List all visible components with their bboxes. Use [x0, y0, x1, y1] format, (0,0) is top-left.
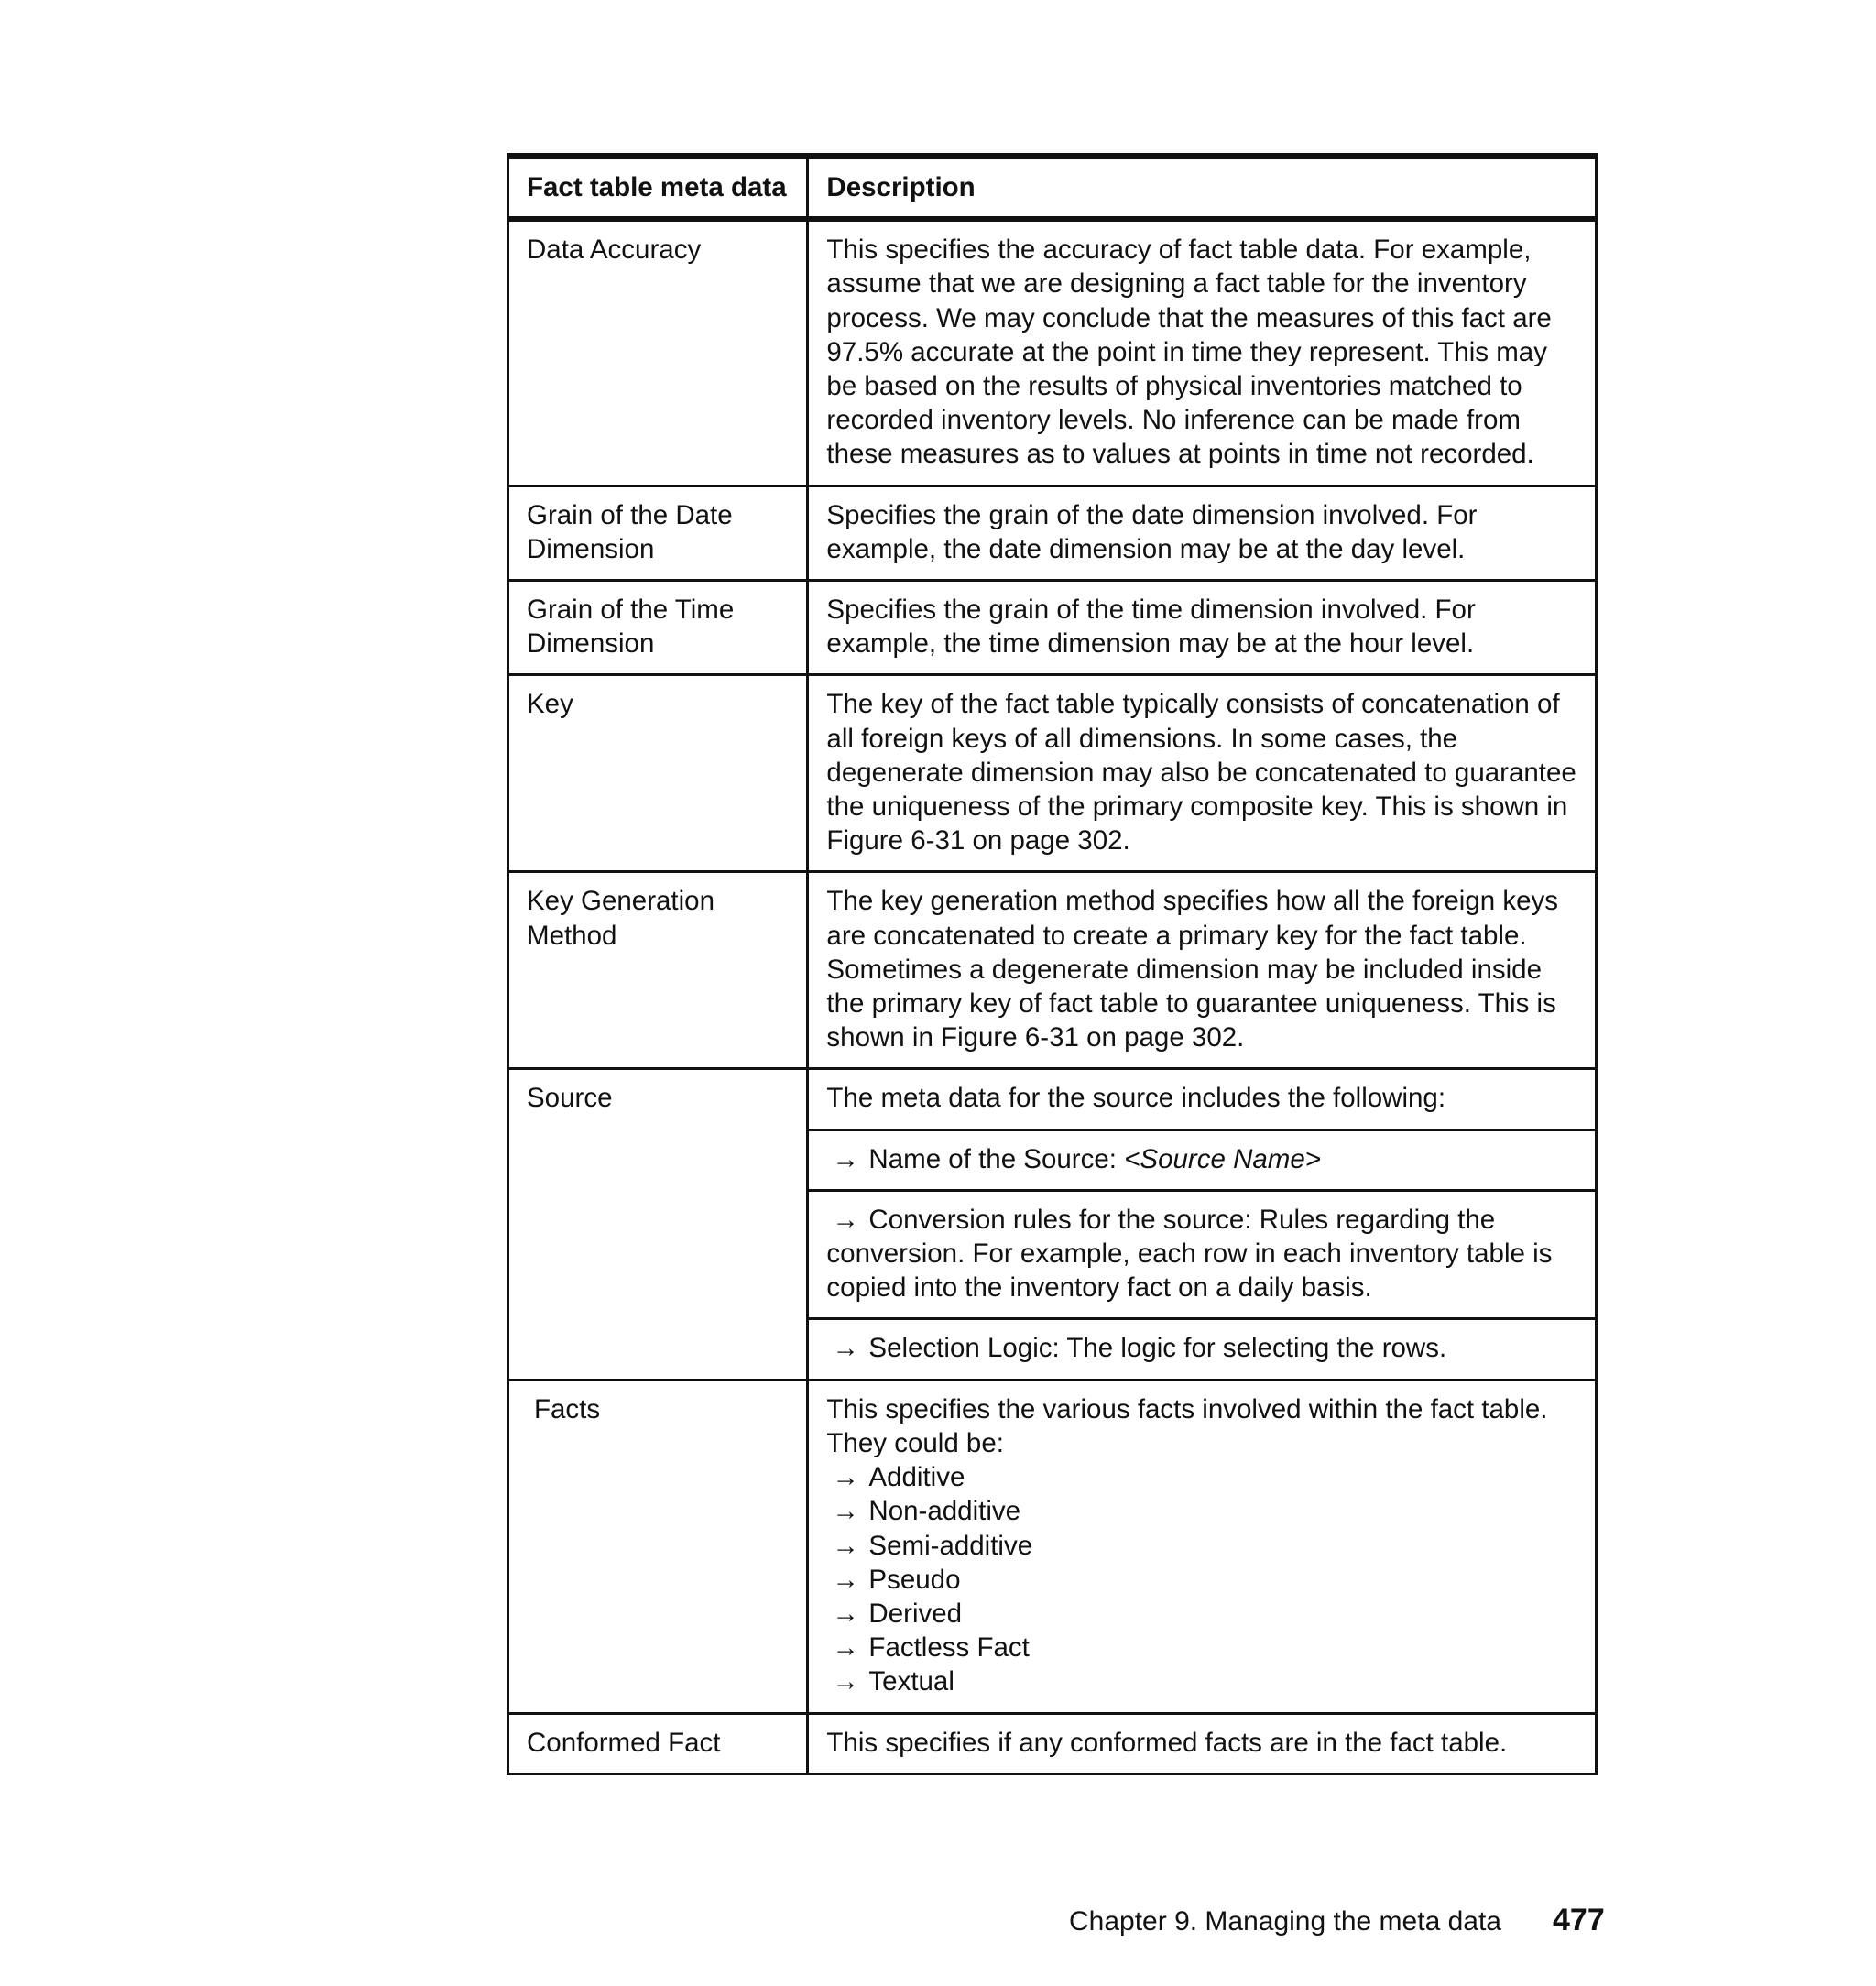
list-item [826, 1597, 1578, 1631]
column-header-description: Description [808, 157, 1597, 220]
arrow-icon: → [832, 1143, 859, 1174]
arrow-icon: → [832, 1204, 859, 1235]
list-item [826, 1494, 1578, 1528]
fact-type: Textual [868, 1666, 954, 1697]
row-name: Facts [508, 1380, 808, 1713]
table-row [508, 872, 1597, 1069]
arrow-icon: → [832, 1333, 859, 1364]
row-description: Specifies the grain of the time dimension involved. For example, the time dimension may be at the hour level. [808, 581, 1597, 675]
source-item-name [808, 1129, 1597, 1190]
arrow-icon: → [832, 1530, 859, 1561]
source-intro: The meta data for the source includes the following: [808, 1069, 1597, 1129]
row-description: Specifies the grain of the date dimension involved. For example, the date dimension may be at the day level. [808, 486, 1597, 580]
fact-type: Factless Fact [868, 1632, 1030, 1664]
fact-type: Semi-additive [868, 1530, 1033, 1561]
row-name: Grain of the Date Dimension [508, 486, 808, 580]
table-row-source [508, 1069, 1597, 1129]
source-item-selection [808, 1319, 1597, 1380]
row-name: Source [508, 1069, 808, 1380]
arrow-icon: → [832, 1632, 859, 1664]
fact-type: Additive [868, 1462, 965, 1493]
fact-table-meta-data-table [507, 153, 1598, 1775]
row-description: This specifies the accuracy of fact table data. For example, assume that we are designing a fact table for the inventory process. We may conclude that the measures of this fact are 97.5% accurate at the point in time they represent. This may be based on the results of physical inventories matched to recorded inventory levels. No inference can be made from these measures as to values at points in time not recorded. [808, 219, 1597, 486]
row-description: The key of the fact table typically consists of concatenation of all foreign keys of all dimensions. In some cases, the degenerate dimension may also be concatenated to guarantee the uniqueness of the primary composite key. This is shown in Figure 6-31 on page 302. [808, 675, 1597, 872]
list-item [826, 1529, 1578, 1563]
row-name: Data Accuracy [508, 219, 808, 486]
table-row-conformed [508, 1713, 1597, 1773]
row-description: This specifies if any conformed facts are in the fact table. [808, 1713, 1597, 1773]
row-description: The key generation method specifies how all the foreign keys are concatenated to create a primary key for the fact table. Sometimes a degenerate dimension may be included inside the primary key of fact table to guarantee uniqueness. This is shown in Figure 6-31 on page 302. [808, 872, 1597, 1069]
table-row [508, 581, 1597, 675]
list-item [826, 1631, 1578, 1664]
source-item-conversion [808, 1190, 1597, 1319]
table-row [508, 486, 1597, 580]
row-name: Grain of the Time Dimension [508, 581, 808, 675]
facts-intro: This specifies the various facts involved within the fact table. They could be: [826, 1393, 1548, 1458]
arrow-icon: → [832, 1496, 859, 1527]
column-header-meta-data: Fact table meta data [508, 157, 808, 220]
row-name: Key Generation Method [508, 872, 808, 1069]
list-item [826, 1460, 1578, 1494]
list-item [826, 1563, 1578, 1597]
source-item-value: <Source Name> [1124, 1143, 1321, 1174]
source-item-label: Name of the Source: [868, 1143, 1125, 1174]
fact-type: Derived [868, 1598, 963, 1629]
page-number: 477 [1553, 1903, 1605, 1937]
facts-description [808, 1380, 1597, 1713]
fact-type: Non-additive [868, 1496, 1021, 1527]
table-row [508, 675, 1597, 872]
arrow-icon: → [832, 1462, 859, 1493]
arrow-icon: → [832, 1564, 859, 1595]
source-item-text: Conversion rules for the source: Rules regarding the conversion. For example, each row in each inventory table is copied into the inventory fact on a daily basis. [826, 1204, 1553, 1304]
arrow-icon: → [832, 1666, 859, 1697]
arrow-icon: → [832, 1598, 859, 1629]
row-name: Conformed Fact [508, 1713, 808, 1773]
page-footer [0, 1887, 1876, 1942]
table-row-facts [508, 1380, 1597, 1713]
table-row [508, 219, 1597, 486]
source-item-text: Selection Logic: The logic for selecting the rows. [868, 1333, 1447, 1364]
table-header-row [508, 157, 1597, 220]
list-item [826, 1664, 1578, 1698]
fact-type: Pseudo [868, 1564, 961, 1595]
chapter-title: Chapter 9. Managing the meta data [1069, 1906, 1501, 1937]
row-name: Key [508, 675, 808, 872]
